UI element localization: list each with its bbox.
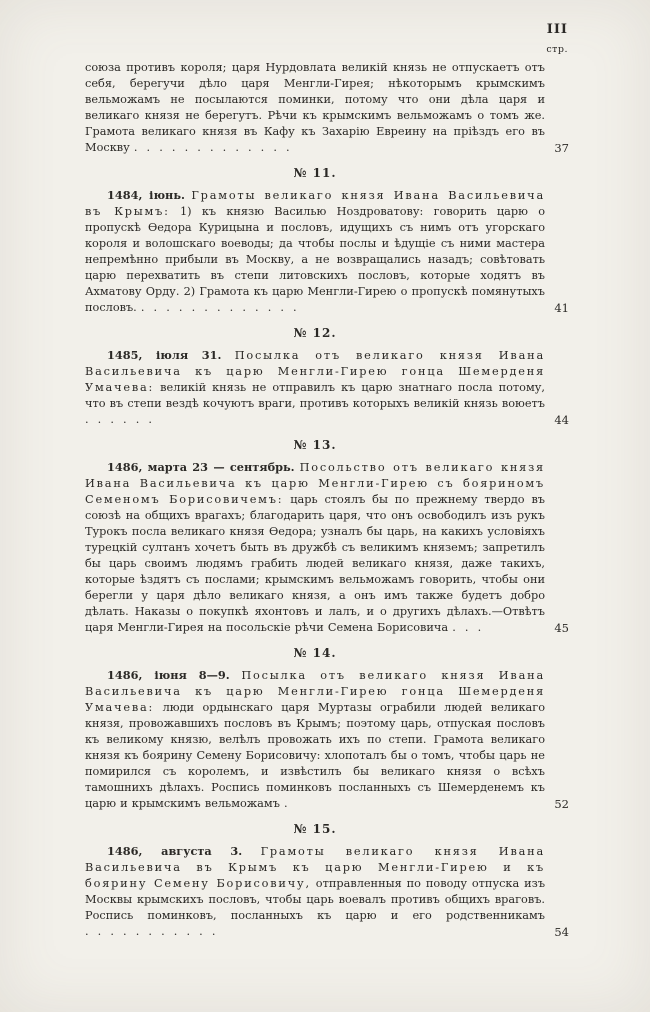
- entry-date: 1484, іюнь.: [107, 188, 185, 202]
- leader-dots: . . . . . . . . . . .: [85, 925, 218, 938]
- entry-date: 1485, іюля 31.: [107, 348, 222, 362]
- entry-date: 1486, августа 3.: [107, 844, 243, 858]
- entry-paragraph: [85, 459, 569, 636]
- entry-body-text: великій князь не отправилъ къ царю знатнаго посла потому, что въ степи вездѣ кочуютъ враги, противъ которыхъ великій князь воюетъ: [85, 381, 545, 410]
- entry-number-heading: № 12.: [293, 326, 337, 340]
- page-column-header: стр.: [546, 44, 568, 55]
- page-ref-number: 52: [554, 797, 569, 811]
- entry-body-text: союза противъ короля; царя Нурдовлата великій князь не отпускаетъ отъ себя, берегучи дѣло царя Менгли-Гирея; нѣкоторымъ крымскимъ вельможамъ не посылаются поминки, потому что они дѣла царя и великаго князя не берегутъ. Рѣчи къ крымскимъ вельможамъ о томъ же. Грамота великаго князя въ Кафу къ Захарію Евреину на пріѣздъ его въ Москву: [85, 61, 545, 154]
- entry-number-heading: № 11.: [293, 166, 337, 180]
- toc-entry: [85, 646, 569, 812]
- entry-paragraph: [85, 347, 569, 428]
- entry-spaced-title: Посылка отъ великаго князя Ивана Васильевича къ царю Менгли-Гирею гонца Шемерденя Умачева:: [85, 669, 545, 714]
- page-ref-number: 37: [554, 141, 569, 155]
- leader-dots: . . . . . . . . . . . . .: [140, 301, 300, 314]
- leader-dots: . . . . . . . . . . . . .: [133, 141, 293, 154]
- entry-number-heading: № 15.: [293, 822, 337, 836]
- page-ref-number: 54: [554, 925, 569, 939]
- entry-spaced-title: Грамоты великаго князя Ивана Васильевича въ Крымъ:: [85, 189, 545, 218]
- page-ref-number: 44: [554, 413, 569, 427]
- leader-dots: .: [284, 797, 291, 810]
- entry-paragraph: [85, 187, 569, 316]
- leader-dots: . . . . . .: [85, 413, 155, 426]
- folio-roman-numeral: III: [546, 22, 568, 37]
- entry-paragraph: [85, 60, 569, 156]
- entry-spaced-title: Посольство отъ великаго князя Ивана Васильевича къ царю Менгли-Гирею съ бояриномъ Семеномъ Борисовичемъ:: [85, 461, 545, 506]
- entry-number-heading: № 13.: [293, 438, 337, 452]
- page-ref-number: 45: [554, 621, 569, 635]
- toc-entries-list: [85, 60, 569, 940]
- entry-date: 1486, іюня 8—9.: [107, 668, 230, 682]
- toc-entry: [85, 326, 569, 428]
- toc-entry: [85, 438, 569, 636]
- entry-number-heading: № 14.: [293, 646, 337, 660]
- entry-body-text: отправленныя по поводу отпуска изъ Москвы крымскихъ пословъ, чтобы царь воевалъ противъ общихъ враговъ. Роспись поминковъ, посланныхъ къ царю и его родственникамъ: [85, 877, 546, 922]
- toc-entry: [85, 166, 569, 316]
- entry-date: 1486, марта 23 — сентябрь.: [107, 460, 295, 474]
- entry-paragraph: [85, 843, 569, 940]
- page-ref-number: 41: [554, 301, 569, 315]
- entry-body-text: царь стоялъ бы по прежнему твердо въ союзѣ на общихъ врагахъ; благодарить царя, что онъ освободилъ изъ рукъ Турокъ посла великаго князя Ѳедора; узналъ бы царь, на какихъ условіяхъ турецкій султанъ хочетъ быть въ дружбѣ съ великимъ княземъ; запретилъ бы царь своимъ людямъ грабить людей великаго князя, даже такихъ, которые ѣздятъ съ послами; крымскимъ вельможамъ говорить, чтобы они берегли у царя дѣло великаго князя, а онъ имъ также будетъ добро дѣлать. Наказы о покупкѣ яхонтовъ и лалъ, и о другихъ дѣлахъ.—Отвѣтъ царя Менгли-Гирея на посольскіе рѣчи Семена Борисовича: [85, 493, 545, 634]
- entry-paragraph: [85, 667, 569, 812]
- toc-entry: [85, 822, 569, 940]
- entry-body-text: 1) къ князю Василью Ноздроватову: говорить царю о пропускѣ Ѳедора Курицына и пословъ, идущихъ съ нимъ отъ угорскаго короля и волошскаго воеводы; да чтобы послы и ѣдущіе съ ними мастера непремѣнно прибыли въ Москву, а не возвращались назадъ; совѣтовать царю перехватить въ степи литовскихъ пословъ, которые ходятъ въ Ахматову Орду. 2) Грамота къ царю Менгли-Гирею о пропускѣ помянутыхъ пословъ.: [85, 205, 546, 314]
- entry-spaced-title: Грамоты великаго князя Ивана Васильевича въ Крымъ къ царю Менгли-Гирею и къ боярину Семену Борисовичу,: [85, 845, 546, 890]
- entry-spaced-title: Посылка отъ великаго князя Ивана Васильевича къ царю Менгли-Гирею гонца Шемерденя Умачева:: [85, 349, 545, 394]
- entry-body-text: люди ордынскаго царя Муртазы ограбили людей великаго князя, провожавшихъ пословъ въ Крымъ; поэтому царь, отпуская пословъ къ великому князю, велѣлъ провожать ихъ по степи. Грамота великаго князя къ боярину Семену Борисовичу: хлопоталъ бы о томъ, чтобы царь не помирился съ королемъ, и извѣстилъ бы великаго князя о всѣхъ тамошнихъ дѣлахъ. Роспись поминковъ посланныхъ съ Шемерденемъ къ царю и крымскимъ вельможамъ: [85, 701, 546, 810]
- page-header: [546, 22, 568, 55]
- toc-entry: [85, 60, 569, 156]
- leader-dots: . . .: [452, 621, 484, 634]
